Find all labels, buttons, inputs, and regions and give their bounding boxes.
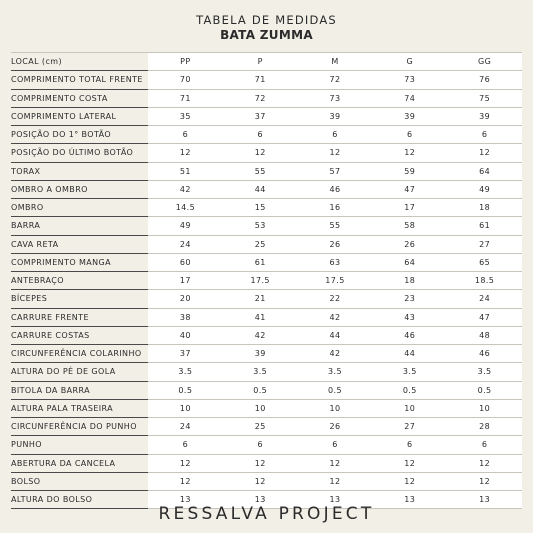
measurement-value: 12 (447, 144, 522, 162)
measurement-label: ABERTURA DA CANCELA (11, 454, 148, 472)
measurement-value: 6 (298, 436, 373, 454)
measurement-value: 64 (372, 253, 447, 271)
measurement-value: 26 (298, 418, 373, 436)
measurement-value: 12 (148, 454, 223, 472)
measurement-value: 72 (298, 71, 373, 89)
measurement-value: 42 (298, 308, 373, 326)
table-row (11, 381, 522, 399)
table-row (11, 199, 522, 217)
measurement-value: 37 (223, 107, 298, 125)
measurement-value: 63 (298, 253, 373, 271)
measurement-label: TORAX (11, 162, 148, 180)
measurement-label: BITOLA DA BARRA (11, 381, 148, 399)
measurement-label: COMPRIMENTO LATERAL (11, 107, 148, 125)
measurement-value: 6 (372, 436, 447, 454)
table-row (11, 162, 522, 180)
measurement-value: 24 (447, 290, 522, 308)
measurement-value: 51 (148, 162, 223, 180)
measurement-label: PUNHO (11, 436, 148, 454)
measurement-label: COMPRIMENTO TOTAL FRENTE (11, 71, 148, 89)
measurement-label: POSIÇÃO DO ÚLTIMO BOTÃO (11, 144, 148, 162)
measurement-value: 65 (447, 253, 522, 271)
measurement-label: CARRURE COSTAS (11, 326, 148, 344)
measurement-value: 18.5 (447, 272, 522, 290)
measurement-value: 73 (298, 89, 373, 107)
table-row (11, 399, 522, 417)
measurement-value: 6 (298, 126, 373, 144)
product-name: BATA ZUMMA (220, 28, 313, 42)
measurement-value: 44 (223, 180, 298, 198)
measurement-value: 42 (223, 326, 298, 344)
measurement-value: 17 (148, 272, 223, 290)
measurement-value: 58 (372, 217, 447, 235)
measurement-value: 13 (447, 491, 522, 509)
measurement-value: 12 (298, 144, 373, 162)
table-row (11, 180, 522, 198)
measurement-value: 12 (223, 144, 298, 162)
measurement-value: 14.5 (148, 199, 223, 217)
measurement-value: 47 (372, 180, 447, 198)
measurement-value: 44 (298, 326, 373, 344)
measurement-value: 46 (298, 180, 373, 198)
table-row (11, 326, 522, 344)
measurement-value: 60 (148, 253, 223, 271)
measurement-label: CIRCUNFERÊNCIA DO PUNHO (11, 418, 148, 436)
measurement-value: 10 (447, 399, 522, 417)
table-header-row (11, 53, 522, 71)
measurement-value: 24 (148, 235, 223, 253)
column-header-size: G (372, 53, 447, 71)
size-table-body (11, 53, 522, 509)
measurement-label: BARRA (11, 217, 148, 235)
measurement-value: 39 (372, 107, 447, 125)
measurement-value: 73 (372, 71, 447, 89)
measurement-value: 38 (148, 308, 223, 326)
measurement-value: 6 (447, 436, 522, 454)
measurement-value: 6 (148, 126, 223, 144)
measurement-label: BÍCEPES (11, 290, 148, 308)
measurement-value: 20 (148, 290, 223, 308)
measurement-value: 3.5 (298, 363, 373, 381)
measurement-value: 42 (298, 345, 373, 363)
measurement-label: BOLSO (11, 472, 148, 490)
measurement-value: 37 (148, 345, 223, 363)
measurement-value: 16 (298, 199, 373, 217)
table-row (11, 308, 522, 326)
measurement-value: 0.5 (298, 381, 373, 399)
measurement-label: CIRCUNFERÊNCIA COLARINHO (11, 345, 148, 363)
measurement-value: 12 (148, 472, 223, 490)
measurement-value: 41 (223, 308, 298, 326)
column-header-size: M (298, 53, 373, 71)
measurement-value: 74 (372, 89, 447, 107)
measurement-value: 10 (372, 399, 447, 417)
measurement-value: 0.5 (223, 381, 298, 399)
measurement-value: 12 (447, 454, 522, 472)
table-row (11, 126, 522, 144)
measurement-value: 21 (223, 290, 298, 308)
measurement-value: 55 (298, 217, 373, 235)
measurement-value: 3.5 (372, 363, 447, 381)
measurement-value: 43 (372, 308, 447, 326)
measurement-label: ALTURA PALA TRASEIRA (11, 399, 148, 417)
measurement-value: 71 (148, 89, 223, 107)
measurement-value: 49 (148, 217, 223, 235)
column-header-size: PP (148, 53, 223, 71)
measurement-value: 24 (148, 418, 223, 436)
measurement-value: 3.5 (223, 363, 298, 381)
measurement-value: 10 (298, 399, 373, 417)
measurement-value: 12 (148, 144, 223, 162)
measurement-value: 53 (223, 217, 298, 235)
column-header-local: LOCAL (cm) (11, 53, 148, 71)
measurement-value: 6 (447, 126, 522, 144)
measurement-value: 6 (223, 126, 298, 144)
measurement-value: 12 (298, 472, 373, 490)
column-header-size: P (223, 53, 298, 71)
measurement-value: 39 (447, 107, 522, 125)
measurement-value: 26 (372, 235, 447, 253)
measurement-value: 13 (298, 491, 373, 509)
table-row (11, 71, 522, 89)
measurement-value: 15 (223, 199, 298, 217)
measurement-value: 13 (148, 491, 223, 509)
measurement-value: 6 (223, 436, 298, 454)
measurement-label: OMBRO (11, 199, 148, 217)
measurement-value: 0.5 (148, 381, 223, 399)
measurement-value: 46 (447, 345, 522, 363)
measurement-value: 47 (447, 308, 522, 326)
measurement-value: 35 (148, 107, 223, 125)
measurement-value: 17.5 (298, 272, 373, 290)
measurement-value: 42 (148, 180, 223, 198)
table-row (11, 454, 522, 472)
measurement-label: ALTURA DO BOLSO (11, 491, 148, 509)
measurement-value: 44 (372, 345, 447, 363)
measurement-value: 18 (372, 272, 447, 290)
table-row (11, 217, 522, 235)
table-row (11, 107, 522, 125)
measurement-label: COMPRIMENTO COSTA (11, 89, 148, 107)
table-row (11, 436, 522, 454)
table-row (11, 235, 522, 253)
measurement-value: 6 (372, 126, 447, 144)
measurement-value: 12 (223, 472, 298, 490)
brand-footer: RESSALVA PROJECT (158, 504, 375, 524)
measurement-label: POSIÇÃO DO 1° BOTÃO (11, 126, 148, 144)
measurement-value: 27 (447, 235, 522, 253)
table-row (11, 144, 522, 162)
measurement-value: 18 (447, 199, 522, 217)
measurement-value: 22 (298, 290, 373, 308)
measurement-label: COMPRIMENTO MANGA (11, 253, 148, 271)
measurement-value: 55 (223, 162, 298, 180)
measurement-value: 17 (372, 199, 447, 217)
measurement-value: 12 (447, 472, 522, 490)
table-row (11, 272, 522, 290)
measurement-value: 39 (298, 107, 373, 125)
measurement-value: 76 (447, 71, 522, 89)
measurement-value: 10 (148, 399, 223, 417)
measurement-value: 13 (372, 491, 447, 509)
table-row (11, 472, 522, 490)
measurement-label: ANTEBRAÇO (11, 272, 148, 290)
measurement-value: 59 (372, 162, 447, 180)
measurement-label: ALTURA DO PÉ DE GOLA (11, 363, 148, 381)
measurement-label: CAVA RETA (11, 235, 148, 253)
measurement-value: 25 (223, 418, 298, 436)
measurement-value: 17.5 (223, 272, 298, 290)
measurement-value: 40 (148, 326, 223, 344)
measurement-value: 27 (372, 418, 447, 436)
measurement-value: 75 (447, 89, 522, 107)
size-table (11, 52, 522, 509)
measurement-value: 28 (447, 418, 522, 436)
measurement-value: 12 (372, 472, 447, 490)
measurement-value: 72 (223, 89, 298, 107)
measurement-value: 3.5 (148, 363, 223, 381)
measurement-value: 13 (223, 491, 298, 509)
measurement-value: 39 (223, 345, 298, 363)
measurement-value: 12 (372, 144, 447, 162)
measurement-value: 26 (298, 235, 373, 253)
measurement-value: 71 (223, 71, 298, 89)
measurement-value: 25 (223, 235, 298, 253)
measurement-label: OMBRO A OMBRO (11, 180, 148, 198)
measurement-value: 61 (447, 217, 522, 235)
measurement-value: 0.5 (447, 381, 522, 399)
table-row (11, 290, 522, 308)
measurement-value: 0.5 (372, 381, 447, 399)
measurement-value: 12 (372, 454, 447, 472)
table-row (11, 253, 522, 271)
column-header-size: GG (447, 53, 522, 71)
measurement-value: 61 (223, 253, 298, 271)
table-row (11, 363, 522, 381)
measurement-value: 64 (447, 162, 522, 180)
measurement-value: 10 (223, 399, 298, 417)
table-row (11, 89, 522, 107)
measurement-value: 23 (372, 290, 447, 308)
measurement-value: 3.5 (447, 363, 522, 381)
measurement-value: 12 (223, 454, 298, 472)
measurement-value: 49 (447, 180, 522, 198)
measurement-value: 12 (298, 454, 373, 472)
table-row (11, 418, 522, 436)
measurement-value: 48 (447, 326, 522, 344)
measurement-value: 46 (372, 326, 447, 344)
page-title: TABELA DE MEDIDAS (196, 13, 337, 27)
table-row (11, 345, 522, 363)
measurement-value: 70 (148, 71, 223, 89)
measurement-value: 6 (148, 436, 223, 454)
measurement-label: CARRURE FRENTE (11, 308, 148, 326)
measurement-value: 57 (298, 162, 373, 180)
